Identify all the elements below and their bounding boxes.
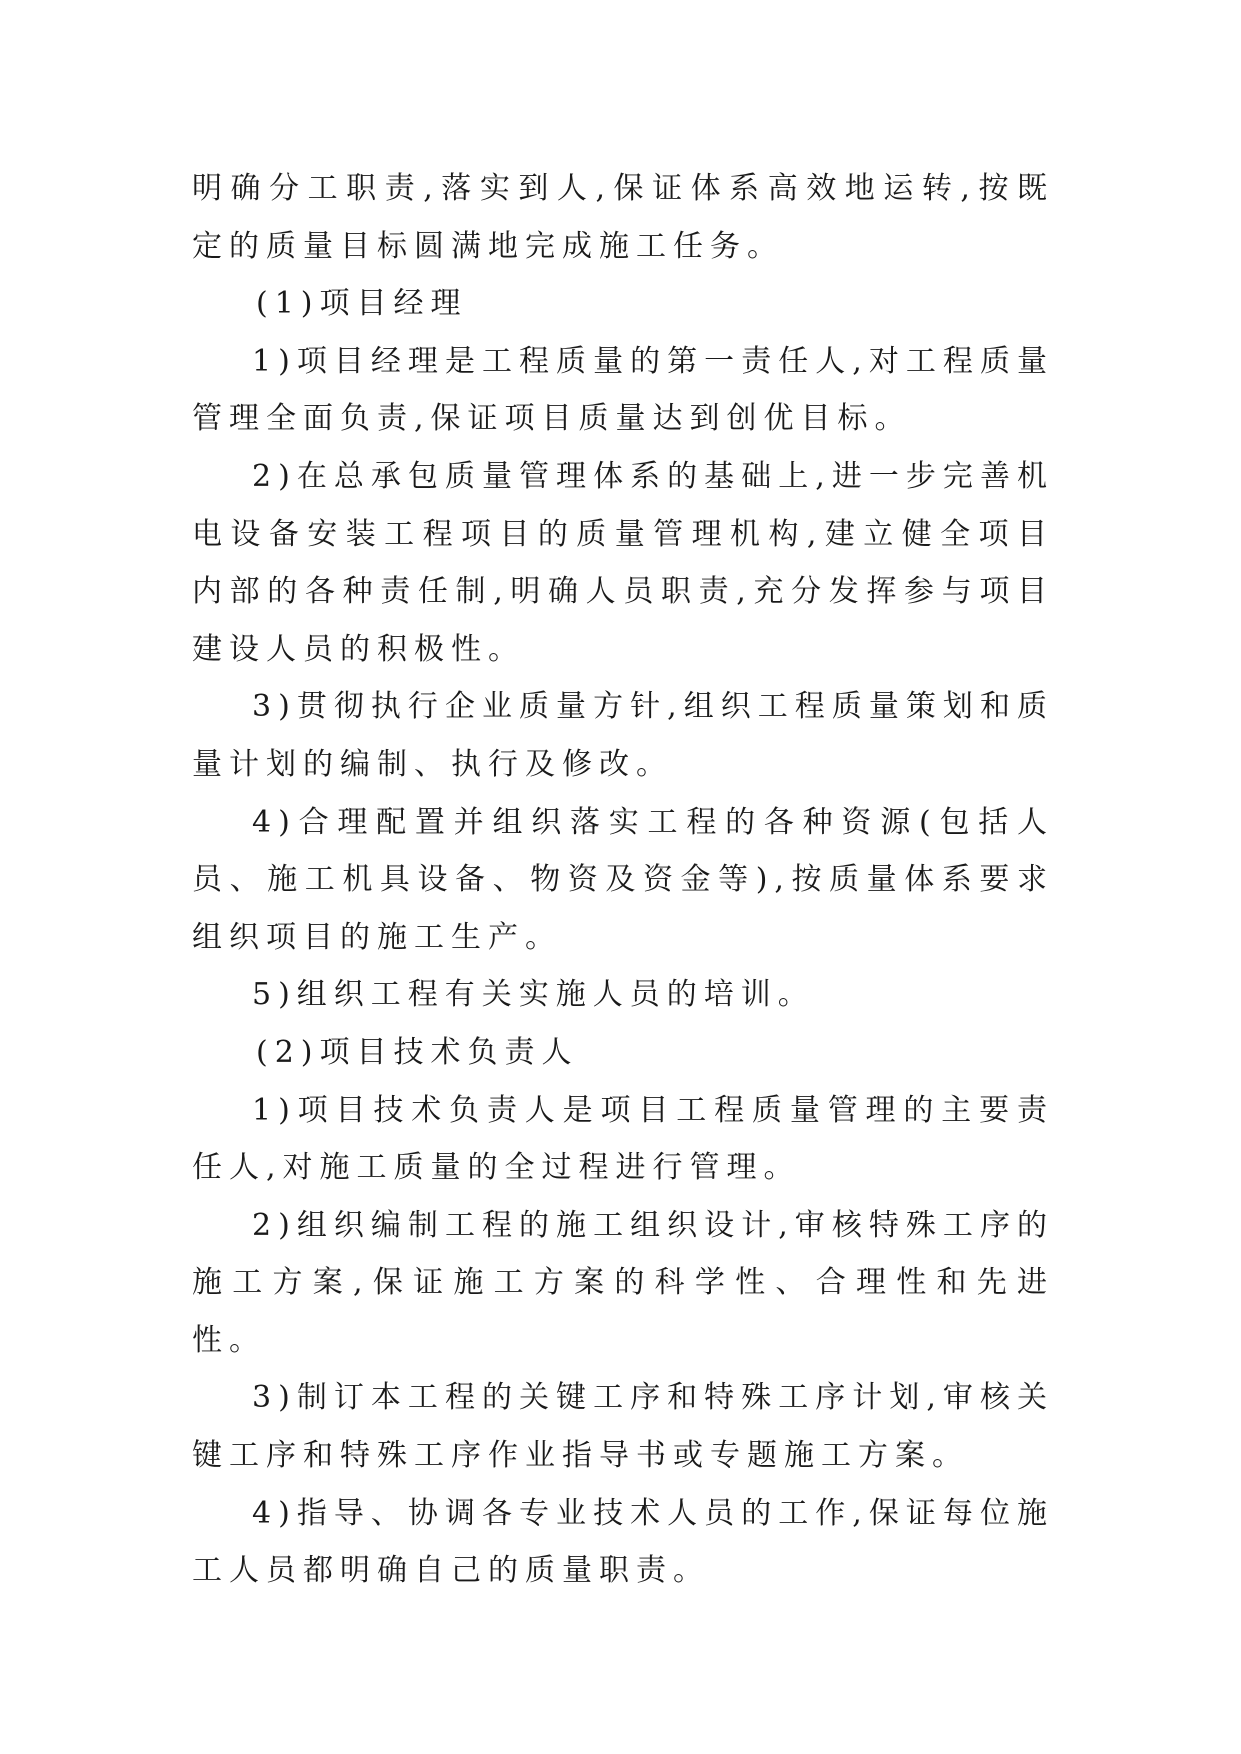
list-item: 1)项目技术负责人是项目工程质量管理的主要责任人,对施工质量的全过程进行管理。 [192, 1092, 1054, 1186]
paragraph-continuation: 明确分工职责,落实到人,保证体系高效地运转,按既定的质量目标圆满地完成施工任务。 [192, 171, 1054, 264]
section-heading-technical-lead: (2)项目技术负责人 [256, 1034, 579, 1070]
list-item: 3)制订本工程的关键工序和特殊工序计划,审核关键工序和特殊工序作业指导书或专题施工方案。 [192, 1380, 1054, 1474]
list-item: 3)贯彻执行企业质量方针,组织工程质量策划和质量计划的编制、执行及修改。 [192, 689, 1054, 782]
list-item: 4)指导、协调各专业技术人员的工作,保证每位施工人员都明确自己的质量职责。 [192, 1495, 1054, 1589]
list-item: 5)组织工程有关实施人员的培训。 [252, 977, 815, 1013]
list-item: 2)在总承包质量管理体系的基础上,进一步完善机电设备安装工程项目的质量管理机构,建立健全项目内部的各种责任制,明确人员职责,充分发挥参与项目建设人员的积极性。 [192, 458, 1054, 667]
document-body [192, 160, 1054, 1600]
section-heading-project-manager: (1)项目经理 [256, 286, 468, 322]
list-item: 4)合理配置并组织落实工程的各种资源(包括人员、施工机具设备、物资及资金等),按质量体系要求组织项目的施工生产。 [192, 804, 1054, 955]
list-item: 2)组织编制工程的施工组织设计,审核特殊工序的施工方案,保证施工方案的科学性、合理性和先进性。 [192, 1207, 1054, 1358]
list-item: 1)项目经理是工程质量的第一责任人,对工程质量管理全面负责,保证项目质量达到创优目标。 [192, 343, 1054, 437]
